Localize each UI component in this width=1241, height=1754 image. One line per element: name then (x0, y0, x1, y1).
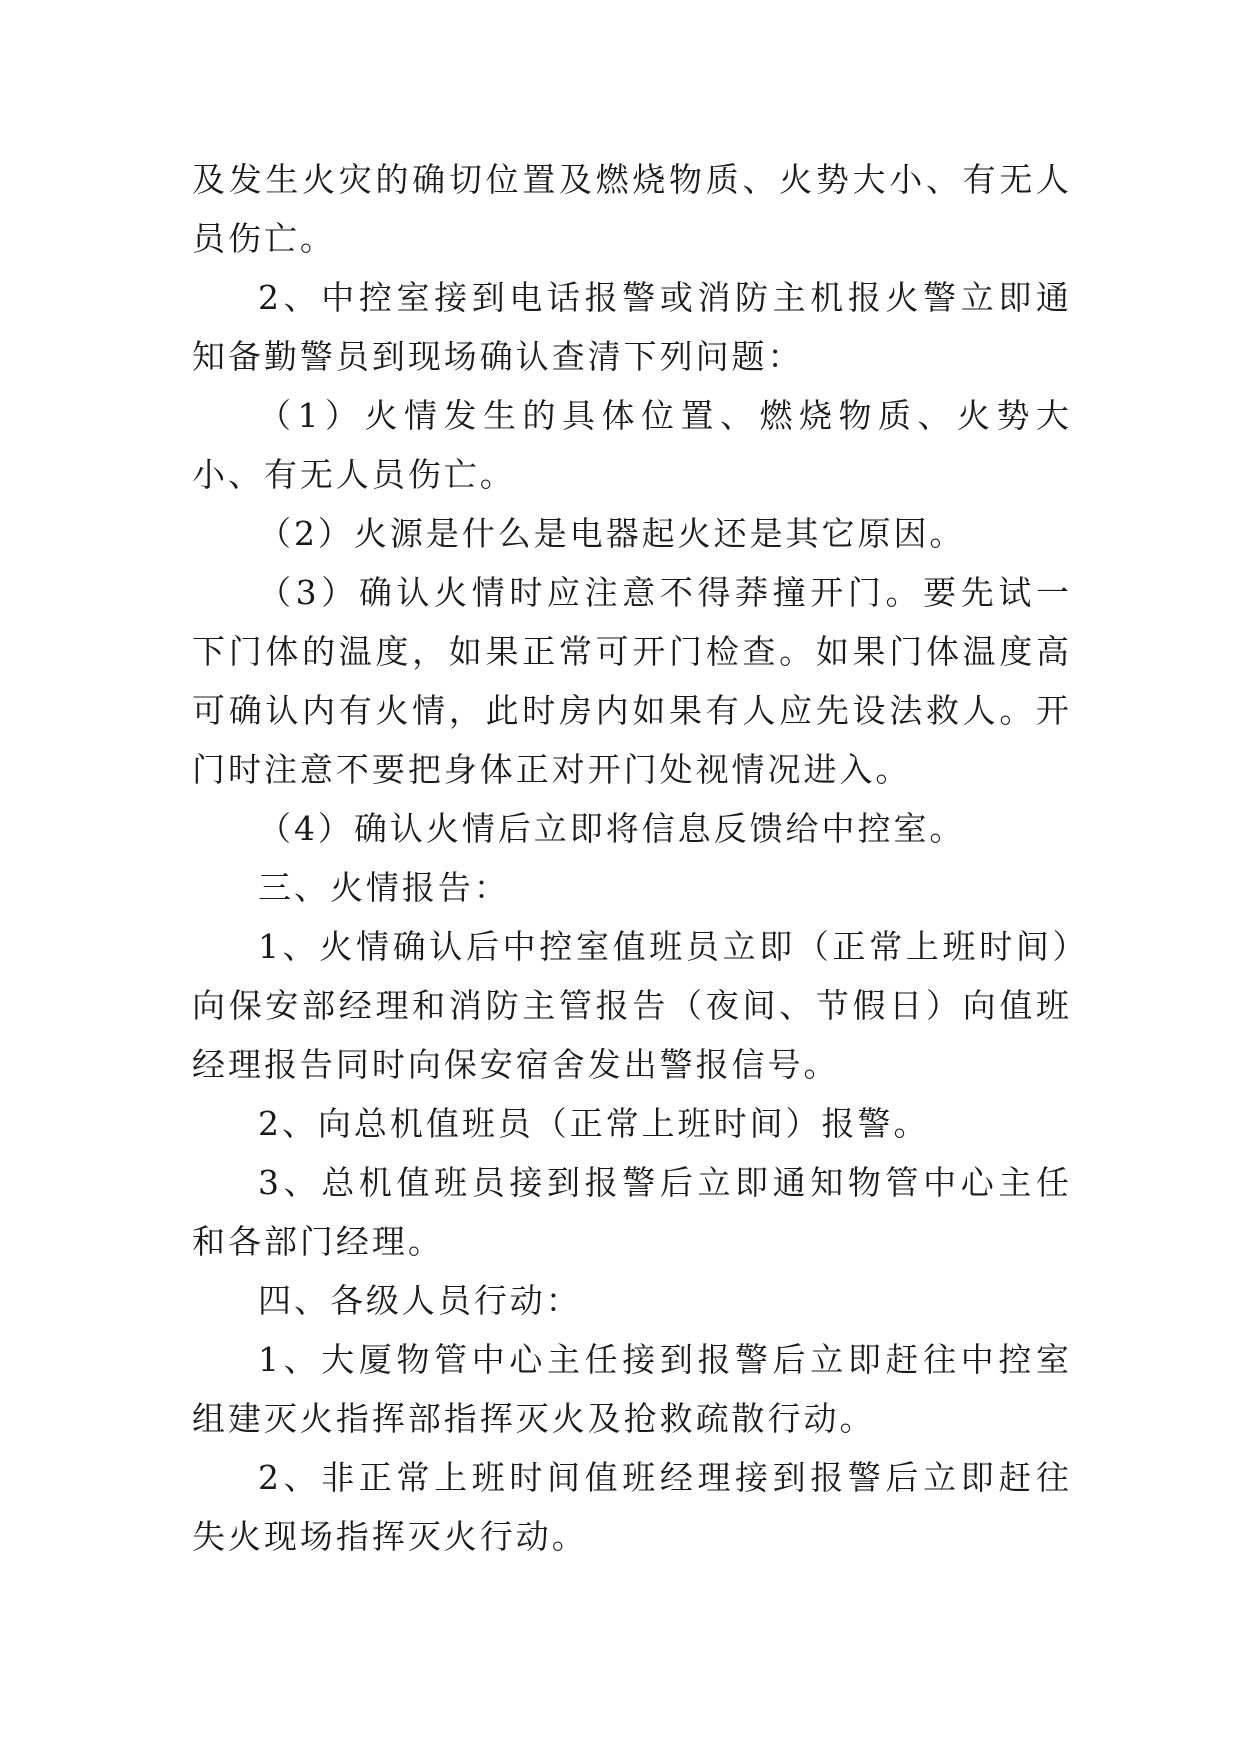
paragraph-continuation: 及发生火灾的确切位置及燃烧物质、火势大小、有无人员伤亡。 (192, 160, 1072, 258)
paragraph-subitem-2: （2）火源是什么是电器起火还是其它原因。 (258, 514, 966, 553)
paragraph-report-2: 2、向总机值班员（正常上班时间）报警。 (258, 1104, 930, 1143)
paragraph-action-1: 1、大厦物管中心主任接到报警后立即赶往中控室组建灭火指挥部指挥灭火及抢救疏散行动。 (192, 1340, 1072, 1438)
section-heading-personnel-action: 四、各级人员行动： (258, 1281, 582, 1320)
paragraph-item-2: 2、中控室接到电话报警或消防主机报火警立即通知备勤警员到现场确认查清下列问题： (192, 278, 1072, 376)
section-heading-fire-report: 三、火情报告： (258, 868, 510, 907)
document-body (192, 150, 1072, 1566)
paragraph-report-1: 1、火情确认后中控室值班员立即（正常上班时间）向保安部经理和消防主管报告（夜间、节假日）向值班经理报告同时向保安宿舍发出警报信号。 (192, 927, 1072, 1084)
paragraph-report-3: 3、总机值班员接到报警后立即通知物管中心主任和各部门经理。 (192, 1163, 1072, 1261)
paragraph-action-2: 2、非正常上班时间值班经理接到报警后立即赶往失火现场指挥灭火行动。 (192, 1458, 1072, 1556)
paragraph-subitem-4: （4）确认火情后立即将信息反馈给中控室。 (258, 809, 966, 848)
paragraph-subitem-3: （3）确认火情时应注意不得莽撞开门。要先试一下门体的温度，如果正常可开门检查。如果门体温度高可确认内有火情，此时房内如果有人应先设法救人。开门时注意不要把身体正对开门处视情况进入。 (192, 573, 1072, 789)
paragraph-subitem-1: （1）火情发生的具体位置、燃烧物质、火势大小、有无人员伤亡。 (192, 396, 1072, 494)
